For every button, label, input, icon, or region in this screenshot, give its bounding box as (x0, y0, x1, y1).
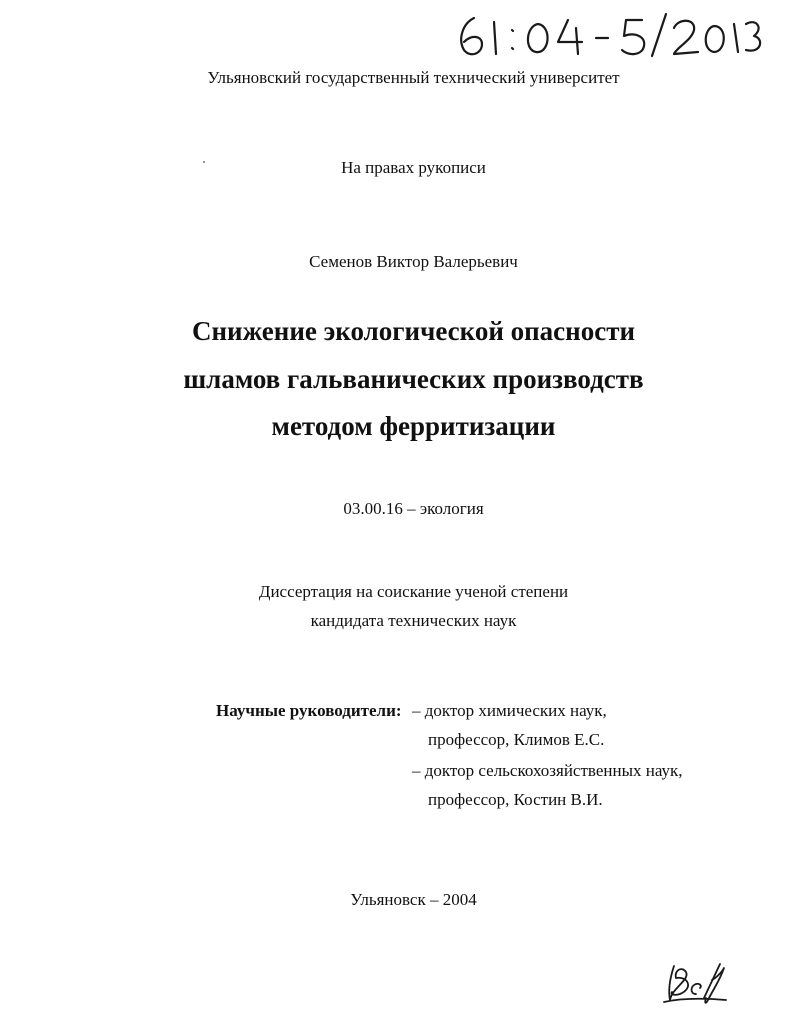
dissertation-title-line-3: методом ферритизации (271, 411, 556, 441)
supervisor-2-degree: – доктор сельскохозяйственных наук, (412, 761, 683, 780)
dissertation-title-line-1: Снижение экологической опасности (191, 316, 636, 346)
supervisors-label: Научные руководители: (216, 701, 402, 720)
handwritten-archive-code-drawing (452, 6, 762, 66)
supervisor-2-name: профессор, Костин В.И. (428, 790, 603, 809)
dissertation-degree-line-1: Диссертация на соискание ученой степени (258, 582, 569, 601)
handwritten-archive-code (452, 6, 762, 66)
city-year: Ульяновск – 2004 (350, 890, 477, 909)
specialty-code: 03.00.16 – экология (343, 499, 484, 518)
university-name: Ульяновский государственный технический университет (207, 68, 620, 87)
dissertation-degree-line-2: кандидата технических наук (310, 611, 517, 630)
rights-notice: На правах рукописи (341, 158, 486, 177)
supervisor-1-name: профессор, Климов Е.С. (428, 730, 605, 749)
dissertation-title-line-2: шламов гальванических производств (183, 364, 644, 394)
supervisor-1-degree: – доктор химических наук, (412, 701, 607, 720)
handwritten-signature (660, 958, 730, 1006)
signature-drawing (660, 958, 730, 1006)
author-name: Семенов Виктор Валерьевич (309, 252, 518, 271)
